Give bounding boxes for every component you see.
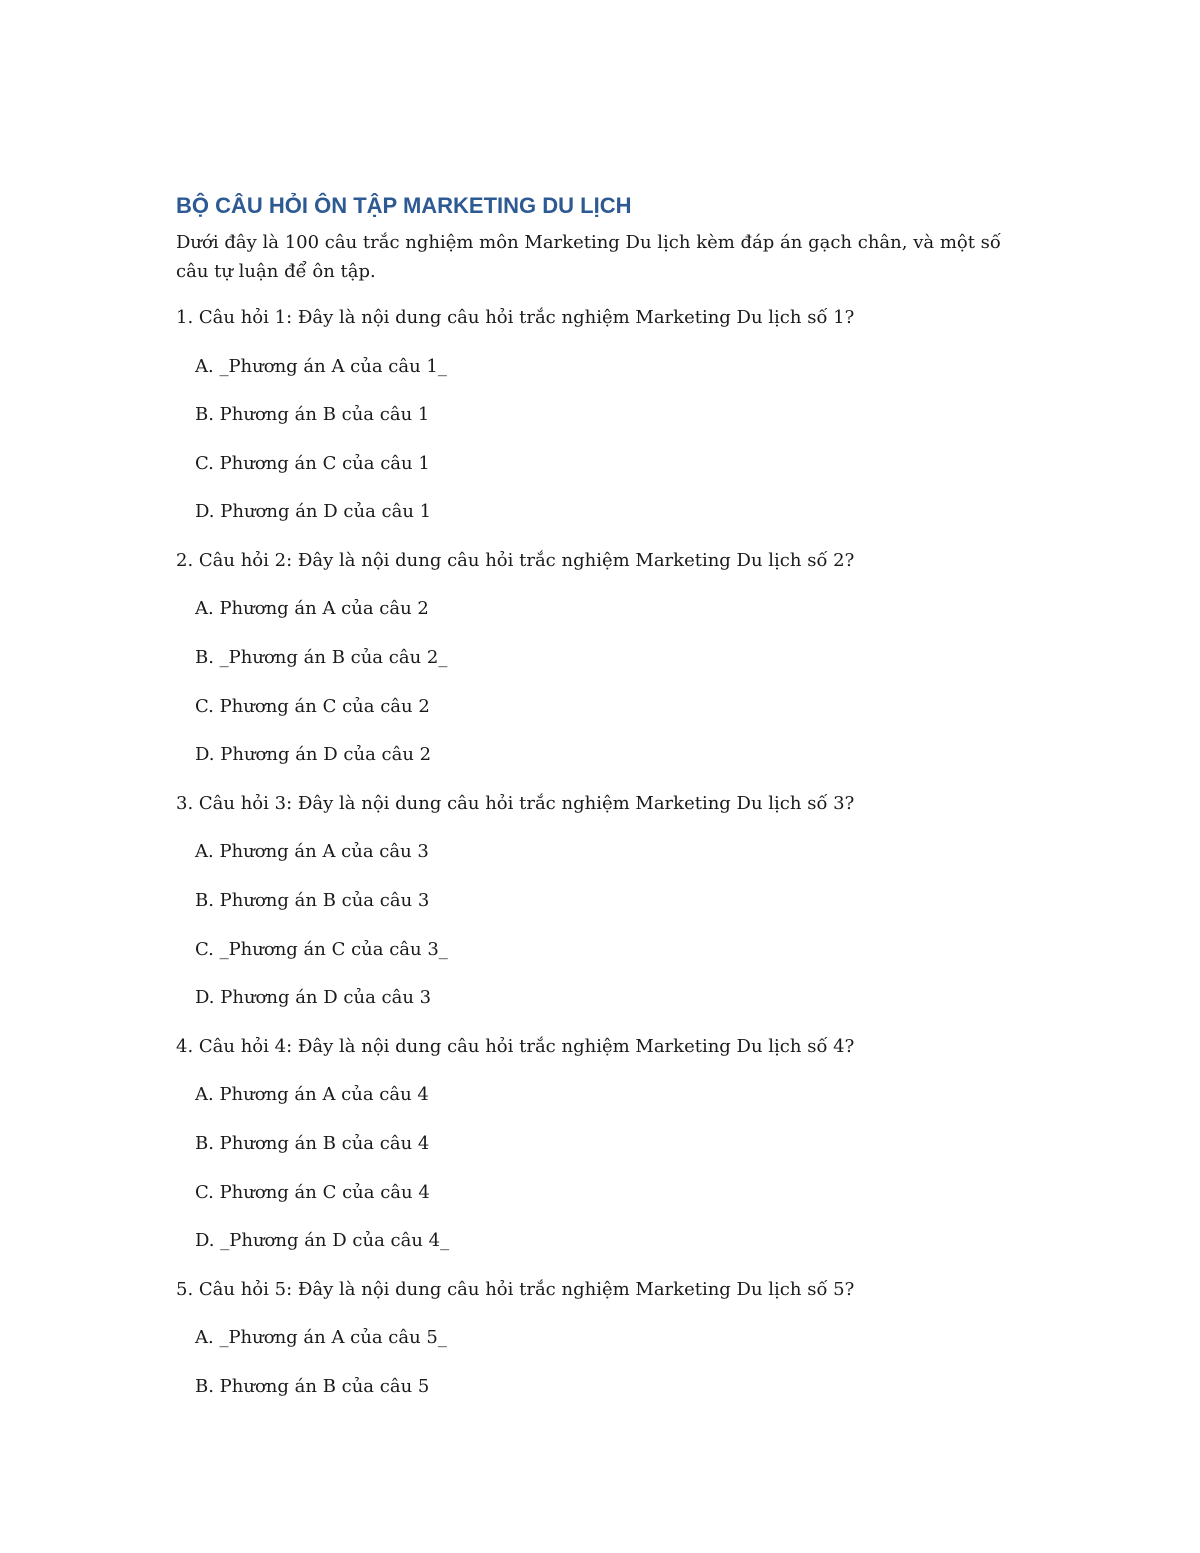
question-4-option-c: C. Phương án C của câu 4: [195, 1182, 430, 1203]
question-1-option-d: D. Phương án D của câu 1: [195, 501, 432, 522]
question-3: 3. Câu hỏi 3: Đây là nội dung câu hỏi trắc nghiệm Marketing Du lịch số 3?: [176, 793, 855, 814]
question-1: 1. Câu hỏi 1: Đây là nội dung câu hỏi trắc nghiệm Marketing Du lịch số 1?: [176, 307, 855, 328]
question-2-option-c: C. Phương án C của câu 2: [195, 696, 430, 717]
question-1-option-c: C. Phương án C của câu 1: [195, 453, 430, 474]
question-5: 5. Câu hỏi 5: Đây là nội dung câu hỏi trắc nghiệm Marketing Du lịch số 5?: [176, 1279, 855, 1300]
question-4: 4. Câu hỏi 4: Đây là nội dung câu hỏi trắc nghiệm Marketing Du lịch số 4?: [176, 1036, 855, 1057]
question-2-option-d: D. Phương án D của câu 2: [195, 744, 432, 765]
question-2: 2. Câu hỏi 2: Đây là nội dung câu hỏi trắc nghiệm Marketing Du lịch số 2?: [176, 550, 855, 571]
question-3-option-b: B. Phương án B của câu 3: [195, 890, 430, 911]
question-3-option-d: D. Phương án D của câu 3: [195, 987, 432, 1008]
question-4-option-b: B. Phương án B của câu 4: [195, 1133, 430, 1154]
question-2-option-b: B. _Phương án B của câu 2_: [195, 647, 448, 668]
question-2-option-a: A. Phương án A của câu 2: [195, 598, 429, 619]
question-5-option-a: A. _Phương án A của câu 5_: [195, 1327, 447, 1348]
question-1-option-a: A. _Phương án A của câu 1_: [195, 356, 447, 377]
question-3-option-a: A. Phương án A của câu 3: [195, 841, 429, 862]
document-intro: Dưới đây là 100 câu trắc nghiệm môn Marketing Du lịch kèm đáp án gạch chân, và một số câu tự luận để ôn tập.: [176, 232, 1001, 282]
question-3-option-c: C. _Phương án C của câu 3_: [195, 939, 448, 960]
document-title: BỘ CÂU HỎI ÔN TẬP MARKETING DU LỊCH: [176, 193, 632, 218]
question-5-option-b: B. Phương án B của câu 5: [195, 1376, 430, 1397]
question-1-option-b: B. Phương án B của câu 1: [195, 404, 430, 425]
question-4-option-a: A. Phương án A của câu 4: [195, 1084, 429, 1105]
question-4-option-d: D. _Phương án D của câu 4_: [195, 1230, 450, 1251]
